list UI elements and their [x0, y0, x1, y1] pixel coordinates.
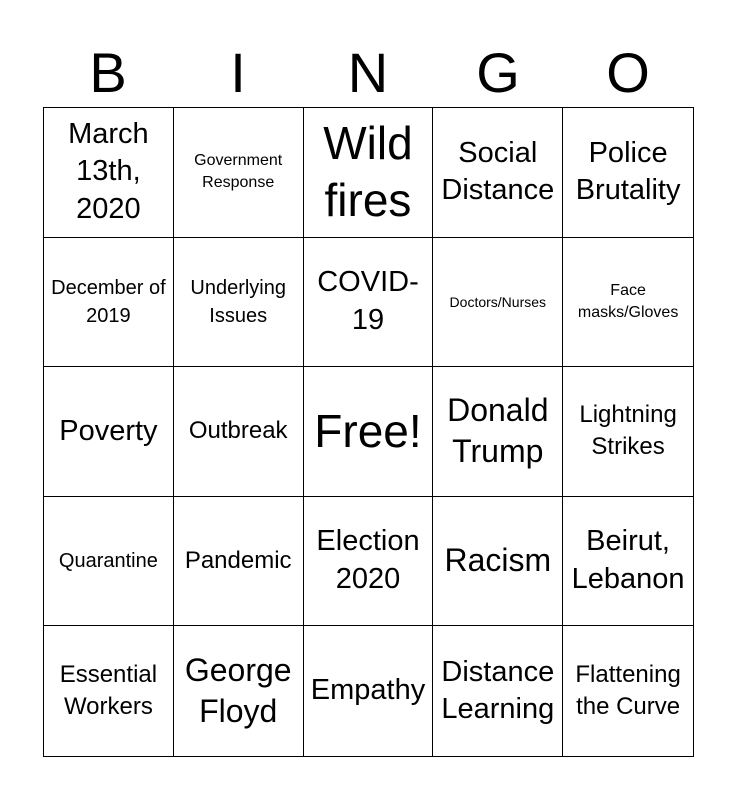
bingo-board: [43, 107, 694, 757]
header-letter-b: B: [89, 41, 127, 104]
bingo-cell[interactable]: [174, 108, 304, 238]
bingo-cell[interactable]: [304, 497, 434, 627]
bingo-cell[interactable]: [174, 367, 304, 497]
header-letter-n: N: [347, 41, 389, 104]
bingo-cell-text: Election 2020: [316, 525, 420, 596]
bingo-cell-text: Government Response: [194, 151, 283, 192]
bingo-cell[interactable]: [174, 238, 304, 368]
bingo-cell-text: Quarantine: [58, 550, 158, 573]
bingo-cell[interactable]: [174, 497, 304, 627]
bingo-cell-text: George Floyd: [184, 651, 292, 730]
bingo-cell-text: Social Distance: [441, 136, 555, 207]
bingo-cell-text: Donald Trump: [447, 391, 549, 470]
bingo-cell[interactable]: [304, 108, 434, 238]
bingo-cell-text: Empathy: [310, 674, 426, 707]
bingo-cell[interactable]: [44, 108, 174, 238]
bingo-cell[interactable]: [44, 626, 174, 756]
bingo-cell[interactable]: [433, 626, 563, 756]
bingo-cell-text: Poverty: [59, 414, 158, 447]
bingo-cell-text: Pandemic: [184, 546, 292, 574]
bingo-cell-text: Police Brutality: [575, 136, 681, 207]
bingo-cell-text: Underlying Issues: [190, 276, 286, 327]
bingo-cell[interactable]: [433, 367, 563, 497]
bingo-cell-text: Outbreak: [188, 417, 288, 445]
bingo-cell-text: Racism: [444, 542, 552, 579]
bingo-cell[interactable]: [304, 238, 434, 368]
bingo-cell[interactable]: [433, 497, 563, 627]
bingo-cell-text: December of 2019: [51, 276, 166, 327]
bingo-cell-text: Distance Learning: [441, 655, 555, 726]
bingo-cell-text: March 13th, 2020: [68, 117, 149, 226]
header-letter-g: G: [476, 41, 520, 104]
bingo-cell-text: Face masks/Gloves: [577, 282, 679, 321]
bingo-cell[interactable]: [44, 497, 174, 627]
free-space[interactable]: [304, 367, 434, 497]
free-space-text: Free!: [314, 404, 422, 457]
bingo-cell-text: COVID-19: [317, 266, 419, 336]
bingo-cell[interactable]: [563, 497, 693, 627]
bingo-cell[interactable]: [304, 626, 434, 756]
bingo-cell-text: Essential Workers: [59, 660, 158, 721]
bingo-cell-text: Flattening the Curve: [575, 660, 681, 721]
bingo-cell[interactable]: [563, 108, 693, 238]
bingo-cell-text: Doctors/Nurses: [449, 293, 547, 310]
bingo-cell-text: Wild fires: [323, 116, 413, 227]
bingo-cell[interactable]: [563, 367, 693, 497]
bingo-cell[interactable]: [433, 108, 563, 238]
bingo-cell-text: Lightning Strikes: [579, 401, 677, 461]
bingo-cell[interactable]: [433, 238, 563, 368]
bingo-cell[interactable]: [44, 238, 174, 368]
bingo-cell[interactable]: [44, 367, 174, 497]
bingo-header: [43, 40, 693, 106]
bingo-cell[interactable]: [563, 238, 693, 368]
header-letter-o: O: [606, 41, 650, 104]
bingo-cell-text: Beirut, Lebanon: [571, 525, 685, 596]
bingo-cell[interactable]: [563, 626, 693, 756]
header-letter-i: I: [230, 41, 246, 104]
bingo-cell[interactable]: [174, 626, 304, 756]
